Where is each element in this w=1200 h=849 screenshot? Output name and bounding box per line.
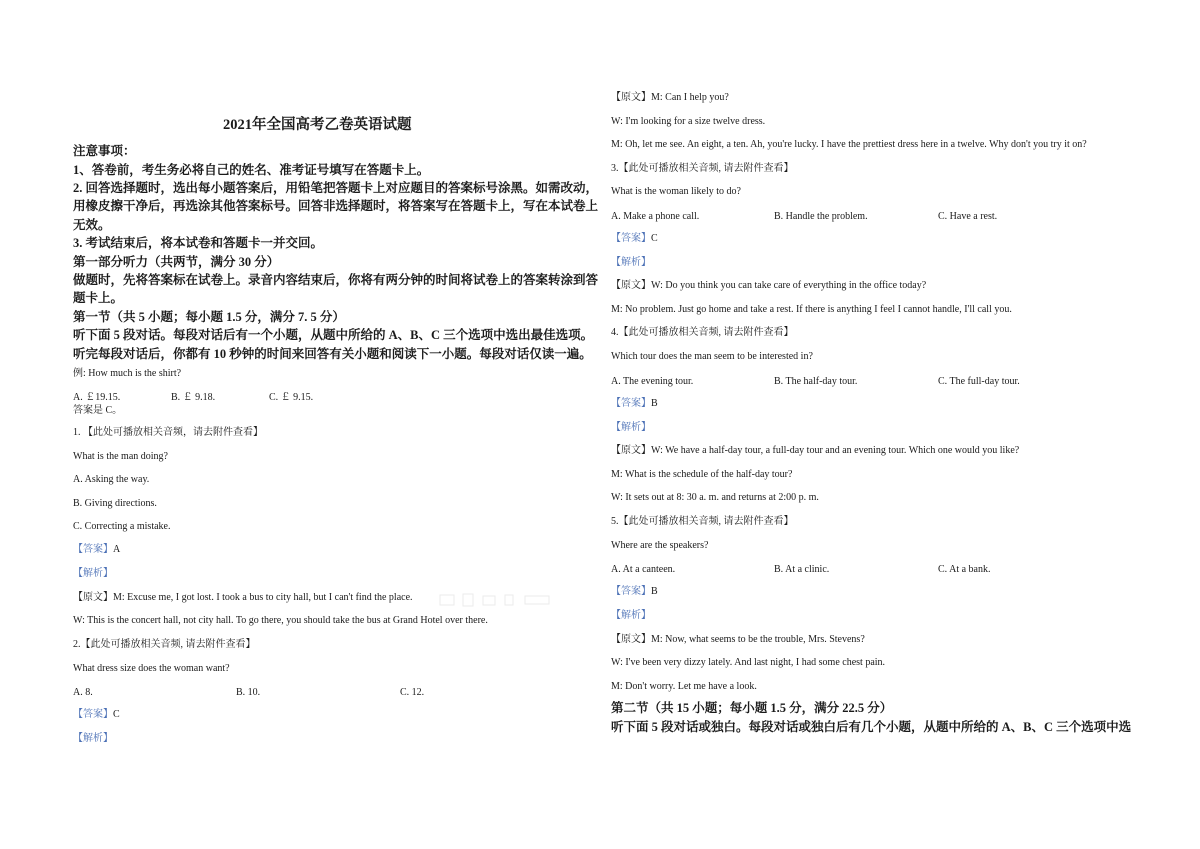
answer-line (611, 234, 658, 244)
notice-heading: 注意事项： (73, 144, 136, 158)
question-header: 2.【此处可播放相关音频, 请去附件查看】 (73, 639, 256, 650)
question-header: 1. 【此处可播放相关音频，请去附件查看】 (73, 427, 263, 438)
option: A. 8. (73, 687, 93, 698)
option: A. The evening tour. (611, 376, 694, 387)
section1-heading: 第一节（共 5 小题；每小题 1.5 分，满分 7. 5 分） (73, 310, 345, 324)
question-text: Where are the speakers? (611, 540, 709, 551)
answer-label: 【答案】 (73, 544, 113, 555)
section2-intro: 听下面 5 段对话或独白。每段对话或独白后有几个小题，从题中所给的 A、B、C 三个选项中选 (611, 720, 1132, 734)
option: A. ￡19.15. (73, 392, 121, 403)
answer-label: 【答案】 (611, 398, 651, 409)
answer-value: B (651, 586, 658, 597)
option: B. 10. (236, 687, 261, 698)
question-header: 5.【此处可播放相关音频, 请去附件查看】 (611, 516, 794, 527)
options-row (611, 564, 1131, 576)
transcript-line: 【原文】M: Now, what seems to be the trouble, Mrs. Stevens? (611, 634, 865, 645)
notice-item: 用橡皮擦干净后，再选涂其他答案标号。回答非选择题时，将答案写在答题卡上，写在本试卷上 (73, 199, 599, 213)
transcript-line: M: No problem. Just go home and take a rest. If there is anything I feel I cannot handle, I'll call you. (611, 304, 1012, 315)
question-text: What is the man doing? (73, 451, 168, 462)
option: B. The half-day tour. (774, 376, 858, 387)
option: B. Giving directions. (73, 498, 157, 509)
part1-heading: 第一部分听力（共两节，满分 30 分） (73, 255, 280, 269)
option: A. Make a phone call. (611, 211, 700, 222)
transcript-line: 【原文】M: Excuse me, I got lost. I took a bus to city hall, but I can't find the place. (73, 592, 413, 603)
notice-item: 无效。 (73, 218, 111, 232)
analysis-label: 【解析】 (611, 610, 651, 621)
question-header: 4.【此处可播放相关音频, 请去附件查看】 (611, 327, 794, 338)
section2-heading: 第二节（共 15 小题；每小题 1.5 分，满分 22.5 分） (611, 701, 893, 715)
transcript-line: M: Oh, let me see. An eight, a ten. Ah, you're lucky. I have the prettiest dress here in a twelve. Why don't you try it on? (611, 139, 1087, 150)
answer-value: B (651, 398, 658, 409)
transcript-line: 【原文】W: Do you think you can take care of everything in the office today? (611, 280, 927, 291)
option: B. Handle the problem. (774, 211, 868, 222)
transcript-line: W: This is the concert hall, not city hall. To go there, you should take the bus at Grand Hotel over there. (73, 615, 488, 626)
answer-label: 【答案】 (611, 586, 651, 597)
options-row (611, 376, 1131, 388)
question-header: 3.【此处可播放相关音频, 请去附件查看】 (611, 163, 794, 174)
analysis-label: 【解析】 (611, 422, 651, 433)
option: B. At a clinic. (774, 564, 830, 575)
answer-value: C (113, 709, 120, 720)
option: C. 12. (400, 687, 425, 698)
transcript-line: 【原文】W: We have a half-day tour, a full-day tour and an evening tour. Which one would you like? (611, 445, 1020, 456)
question-text: Which tour does the man seem to be interested in? (611, 351, 813, 362)
answer-value: A (113, 544, 121, 555)
transcript-line: W: I've been very dizzy lately. And last night, I had some chest pain. (611, 657, 886, 668)
option: B. ￡ 9.18. (171, 392, 216, 403)
example-answer: 答案是 C。 (73, 405, 123, 416)
question-text: What is the woman likely to do? (611, 186, 741, 197)
option: C. The full-day tour. (938, 376, 1020, 387)
transcript-line: 【原文】M: Can I help you? (611, 92, 729, 103)
transcript-line: W: I'm looking for a size twelve dress. (611, 116, 766, 127)
analysis-label: 【解析】 (73, 733, 113, 744)
transcript-line: M: Don't worry. Let me have a look. (611, 681, 757, 692)
section1-intro: 听下面 5 段对话。每段对话后有一个小题，从题中所给的 A、B、C 三个选项中选出最佳选项。 (73, 328, 594, 342)
transcript-line: M: What is the schedule of the half-day tour? (611, 469, 793, 480)
answer-line (611, 587, 658, 597)
analysis-label: 【解析】 (611, 257, 651, 268)
answer-value: C (651, 233, 658, 244)
options-row (73, 687, 593, 699)
notice-item: 1、答卷前，考生务必将自己的姓名、准考证号填写在答题卡上。 (73, 163, 430, 177)
option: C. At a bank. (938, 564, 991, 575)
option: C. Correcting a mistake. (73, 521, 171, 532)
part1-intro: 题卡上。 (73, 291, 124, 305)
notice-item: 2. 回答选择题时，选出每小题答案后，用铅笔把答题卡上对应题目的答案标号涂黑。如需改动， (73, 181, 599, 195)
answer-line (73, 710, 120, 720)
example-question: 例: How much is the shirt? (73, 368, 182, 379)
analysis-label: 【解析】 (73, 568, 113, 579)
watermark-mark (435, 590, 560, 610)
option: A. At a canteen. (611, 564, 676, 575)
option: C. Have a rest. (938, 211, 998, 222)
answer-line (73, 545, 120, 555)
option: A. Asking the way. (73, 474, 150, 485)
question-text: What dress size does the woman want? (73, 663, 230, 674)
answer-line (611, 399, 658, 409)
options-row (611, 211, 1131, 223)
example-options (73, 388, 593, 403)
transcript-line: W: It sets out at 8: 30 a. m. and returns at 2:00 p. m. (611, 492, 819, 503)
answer-label: 【答案】 (611, 233, 651, 244)
page-title: 2021年全国高考乙卷英语试题 (223, 117, 412, 133)
answer-label: 【答案】 (73, 709, 113, 720)
section1-intro: 听完每段对话后，你都有 10 秒钟的时间来回答有关小题和阅读下一小题。每段对话仅读一遍。 (73, 347, 592, 361)
notice-item: 3. 考试结束后，将本试卷和答题卡一并交回。 (73, 236, 324, 250)
part1-intro: 做题时，先将答案标在试卷上。录音内容结束后，你将有两分钟的时间将试卷上的答案转涂到答 (73, 273, 599, 287)
option: C. ￡ 9.15. (269, 392, 314, 403)
